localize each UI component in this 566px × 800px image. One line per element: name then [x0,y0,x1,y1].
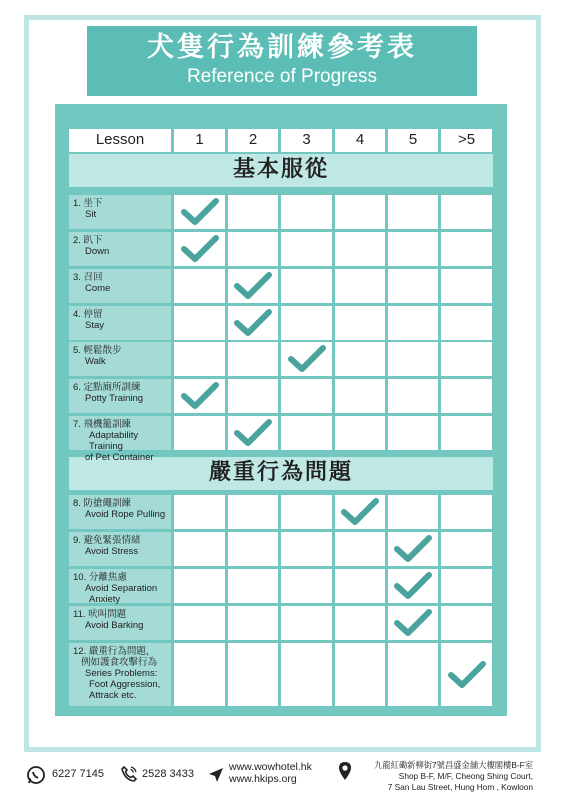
navigation-arrow-icon [208,767,224,786]
row-label-zh: 5. 輕鬆散步 [73,345,122,356]
check-icon [393,534,433,564]
check-icon [180,381,220,411]
address-en-2: 7 San Lau Street, Hung Hom , Kowloon [387,782,533,792]
progress-cell [335,643,385,706]
progress-cell [174,495,225,529]
check-icon [233,308,273,338]
header-col-1: 1 [174,129,225,152]
progress-cell [388,232,438,266]
footer [0,760,566,800]
row-label-zh-2: 例如護食攻擊行為 [81,657,158,668]
progress-cell [281,532,332,566]
progress-cell [335,306,385,340]
header-col-4: 4 [335,129,385,152]
row-label [69,643,171,706]
progress-cell [388,269,438,303]
row-label-zh: 1. 坐下 [73,198,103,209]
check-icon [233,271,273,301]
row-label-zh: 9. 避免緊張情緒 [73,535,141,546]
progress-cell [441,195,492,229]
check-icon [233,418,273,448]
progress-cell [441,532,492,566]
row-label-zh: 3. 召回 [73,272,103,283]
progress-cell [174,306,225,340]
row-label [69,306,171,340]
progress-cell [174,416,225,450]
row-label-en: Avoid Barking [85,620,144,631]
section-serious-behavior: 嚴重行為問題 [69,457,493,490]
row-label [69,379,171,413]
check-icon [287,344,327,374]
row-label-zh: 11. 吠叫問題 [73,609,127,620]
check-icon [340,497,380,527]
row-label-en-2: Anxiety [89,594,121,605]
progress-cell [228,232,278,266]
progress-cell [281,269,332,303]
check-icon [393,571,433,601]
progress-cell [281,495,332,529]
progress-cell [335,269,385,303]
progress-cell [228,379,278,413]
progress-cell [174,342,225,376]
check-icon [393,608,433,638]
row-label [69,195,171,229]
row-label-en: Avoid Separation [85,583,158,594]
address-en-1: Shop B-F, M/F, Cheong Shing Court, [398,771,533,781]
progress-cell [441,342,492,376]
progress-cell [441,606,492,640]
row-label-en-2: Foot Aggression, [89,679,161,690]
progress-cell [335,232,385,266]
progress-cell [335,532,385,566]
progress-cell [281,606,332,640]
row-label [69,495,171,529]
progress-cell [441,495,492,529]
row-label-en: Come [85,283,111,294]
progress-cell [281,643,332,706]
address [368,760,533,793]
header-col-6: >5 [441,129,492,152]
title-zh: 犬隻行為訓練參考表 [147,32,417,63]
address-zh: 九龍紅磡新柳街7號昌盛金舖大樓閣樓B-F室 [373,760,533,770]
progress-cell [388,195,438,229]
progress-cell [174,532,225,566]
progress-cell [281,195,332,229]
progress-cell [441,569,492,603]
progress-cell [228,643,278,706]
row-label [69,269,171,303]
progress-cell [228,195,278,229]
progress-cell [335,569,385,603]
progress-cell [335,195,385,229]
progress-cell [388,306,438,340]
row-label-en-2: of Pet Container [85,452,154,463]
website-1[interactable]: www.wowhotel.hk [229,761,312,773]
progress-cell [388,379,438,413]
row-label-zh: 4. 停留 [73,309,103,320]
websites [229,761,312,785]
section-basic-obedience: 基本服從 [69,154,493,187]
progress-cell [441,269,492,303]
row-label-en: Series Problems: [85,668,158,679]
row-label [69,416,171,463]
phone-icon [120,765,138,786]
row-label-en: Avoid Rope Pulling [85,509,166,520]
row-label-zh: 2. 趴下 [73,235,103,246]
progress-cell [228,532,278,566]
header-col-5: 5 [388,129,438,152]
progress-cell [388,643,438,706]
progress-cell [441,379,492,413]
row-label-en: Potty Training [85,393,144,404]
row-label [69,532,171,566]
progress-cell [388,342,438,376]
row-label-zh: 8. 防搶繩訓練 [73,498,132,509]
progress-cell [174,643,225,706]
check-icon [180,234,220,264]
row-label-en: Down [85,246,110,257]
row-label-zh: 10. 分離焦慮 [73,572,127,583]
header-lesson: Lesson [69,129,171,152]
progress-cell [441,306,492,340]
progress-cell [335,342,385,376]
progress-cell [281,416,332,450]
progress-cell [441,232,492,266]
progress-cell [281,379,332,413]
whatsapp-number: 6227 7145 [52,768,104,780]
progress-cell [335,606,385,640]
row-label [69,232,171,266]
progress-cell [388,416,438,450]
row-label-en: Sit [85,209,97,220]
row-label-zh: 6. 定點廁所訓練 [73,382,141,393]
progress-cell [174,569,225,603]
phone-number: 2528 3433 [142,768,194,780]
whatsapp-icon [26,765,46,788]
row-label [69,342,171,376]
row-label-en: Adaptability Training [89,430,139,452]
row-label-en: Stay [85,320,105,331]
website-2[interactable]: www.hkips.org [229,773,297,785]
row-label-en-3: Attrack etc. [89,690,137,701]
row-label-en: Walk [85,356,106,367]
header-col-3: 3 [281,129,332,152]
progress-cell [335,379,385,413]
progress-cell [388,495,438,529]
progress-cell [281,569,332,603]
progress-cell [441,416,492,450]
row-label [69,606,171,640]
title-en: Reference of Progress [186,66,378,87]
map-pin-icon [338,761,352,784]
progress-cell [281,232,332,266]
progress-cell [228,342,278,376]
header-col-2: 2 [228,129,278,152]
progress-cell [281,306,332,340]
row-label-zh: 7. 飛機籠訓練 [73,419,132,430]
progress-cell [228,606,278,640]
check-icon [447,660,487,690]
progress-cell [174,606,225,640]
progress-cell [174,269,225,303]
row-label-en: Avoid Stress [85,546,139,557]
check-icon [180,197,220,227]
row-label-zh: 12. 嚴重行為問題， [73,646,156,657]
title-banner [87,26,477,96]
progress-cell [228,495,278,529]
row-label [69,569,171,603]
progress-cell [335,416,385,450]
progress-cell [228,569,278,603]
